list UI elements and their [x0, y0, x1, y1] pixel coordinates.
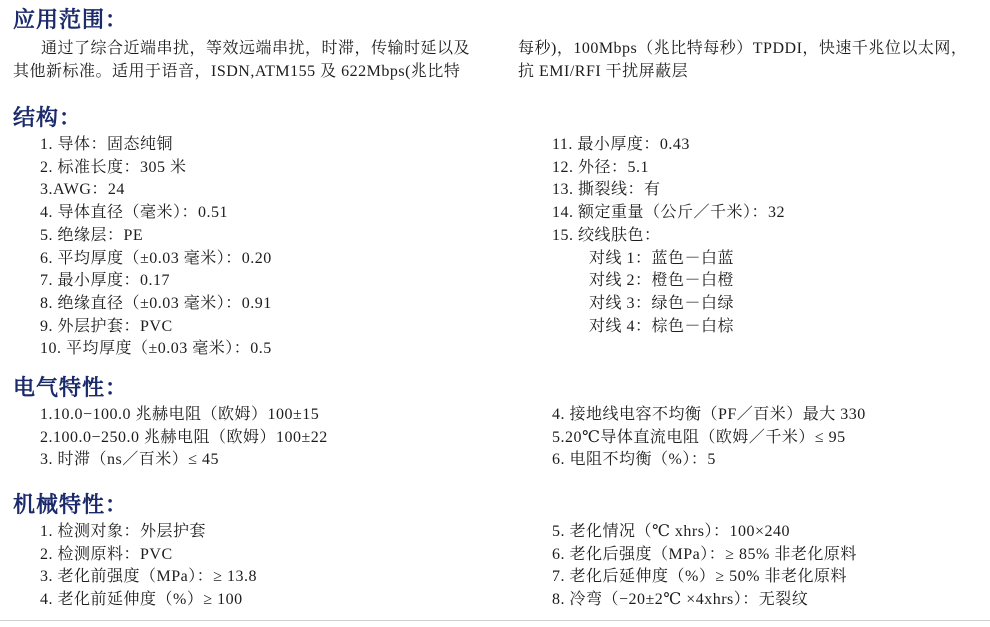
- electrical-item: 5.20℃导体直流电阻（欧姆／千米）≤ 95: [552, 428, 846, 446]
- mechanical-item: 3. 老化前强度（MPa）：≥ 13.8: [40, 568, 258, 586]
- structure-item: 12. 外径：5.1: [552, 158, 650, 176]
- electrical-item: 1.10.0−100.0 兆赫电阻（欧姆）100±15: [40, 406, 320, 423]
- structure-item: 15. 绞线肤色：: [552, 226, 661, 244]
- mechanical-item: 2. 检测原料：PVC: [40, 545, 173, 563]
- mechanical-item: 6. 老化后强度（MPa）：≥ 85% 非老化原料: [552, 545, 857, 563]
- application-scope-text-line: 通过了综合近端串扰，等效远端串扰，时滞，传输时延以及: [41, 40, 471, 57]
- mechanical-left-column: [40, 521, 257, 612]
- structure-item: 1. 导体：固态纯铜: [40, 136, 174, 153]
- structure-item: 10. 平均厚度（±0.03 毫米）：0.5: [40, 340, 272, 358]
- electrical-item: 3. 时滞（ns／百米）≤ 45: [40, 451, 220, 469]
- structure-item: 5. 绝缘层：PE: [40, 226, 144, 244]
- electrical-left-column: [40, 404, 328, 472]
- structure-item: 4. 导体直径（毫米）：0.51: [40, 204, 229, 222]
- electrical-item: 6. 电阻不均衡（%）：5: [552, 451, 716, 469]
- electrical-item: 4. 接地线电容不均衡（PF／百米）最大 330: [552, 406, 866, 423]
- structure-item: 11. 最小厚度：0.43: [552, 136, 690, 153]
- application-scope-left-column: [13, 37, 510, 83]
- wire-pair-color-item: 对线 4：棕色－白棕: [589, 317, 735, 335]
- application-scope-text-line: 每秒)，100Mbps（兆比特每秒）TPDDI，快速千兆位以太网，: [518, 40, 968, 57]
- structure-item: 14. 额定重量（公斤／千米）：32: [552, 204, 786, 222]
- structure-item: 13. 撕裂线：有: [552, 181, 661, 199]
- structure-right-column: [552, 134, 785, 338]
- structure-item: 6. 平均厚度（±0.03 毫米）：0.20: [40, 249, 272, 267]
- electrical-item: 2.100.0−250.0 兆赫电阻（欧姆）100±22: [40, 428, 328, 446]
- mechanical-item: 4. 老化前延伸度（%）≥ 100: [40, 591, 243, 609]
- mechanical-right-column: [552, 521, 857, 612]
- mechanical-item: 1. 检测对象：外层护套: [40, 523, 207, 540]
- mechanical-item: 7. 老化后延伸度（%）≥ 50% 非老化原料: [552, 568, 847, 586]
- structure-title: 结构：: [13, 105, 83, 130]
- wire-pair-color-item: 对线 3：绿色－白绿: [589, 294, 735, 312]
- structure-item: 8. 绝缘直径（±0.03 毫米）：0.91: [40, 294, 272, 312]
- page-bottom-divider: [0, 620, 990, 621]
- electrical-right-column: [552, 404, 866, 472]
- mechanical-item: 5. 老化情况（℃ xhrs）：100×240: [552, 523, 790, 540]
- structure-item: 2. 标准长度：305 米: [40, 158, 187, 176]
- electrical-properties-title: 电气特性：: [13, 375, 129, 400]
- application-scope-text-line: 抗 EMI/RFI 干扰屏蔽层: [518, 63, 689, 80]
- structure-left-column: [40, 134, 272, 361]
- wire-pair-color-item: 对线 2：橙色－白橙: [589, 272, 735, 290]
- application-scope-right-column: [518, 37, 988, 83]
- mechanical-properties-title: 机械特性：: [13, 492, 129, 517]
- application-scope-title: 应用范围：: [13, 7, 129, 32]
- mechanical-item: 8. 冷弯（−20±2℃ ×4xhrs）：无裂纹: [552, 591, 809, 609]
- structure-item: 3.AWG：24: [40, 181, 125, 199]
- structure-item: 7. 最小厚度：0.17: [40, 272, 171, 290]
- structure-item: 9. 外层护套：PVC: [40, 317, 173, 335]
- application-scope-text-line: 其他新标准。适用于语音，ISDN,ATM155 及 622Mbps(兆比特: [13, 63, 461, 80]
- wire-pair-color-item: 对线 1：蓝色－白蓝: [589, 249, 735, 267]
